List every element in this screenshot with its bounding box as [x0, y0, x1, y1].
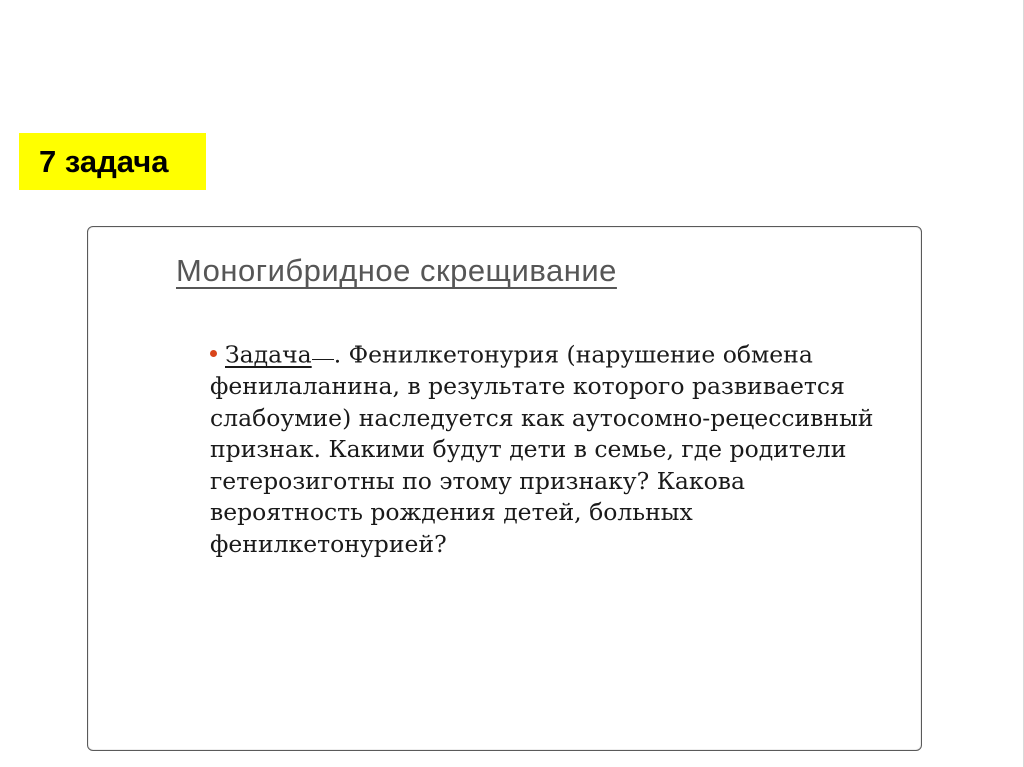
task-label: Задача: [225, 340, 312, 369]
task-text: . Фенилкетонурия (нарушение обмена фенилаланина, в результате которого развивается слабоумие) наследуется как аутосомно-рецессивный признак. Какими будут дети в семье, где родители гетерозиготны по этому признаку? Какова вероятность рождения детей, больных фенилкетонурией?: [210, 340, 874, 558]
task-paragraph: [210, 338, 880, 560]
bullet-icon: [210, 350, 217, 357]
task-number-blank: [312, 335, 334, 360]
card-heading: Моногибридное скрещивание: [176, 253, 617, 288]
content-card: [87, 226, 922, 751]
title-badge-text: 7 задача: [39, 144, 169, 179]
title-badge: [19, 133, 206, 190]
